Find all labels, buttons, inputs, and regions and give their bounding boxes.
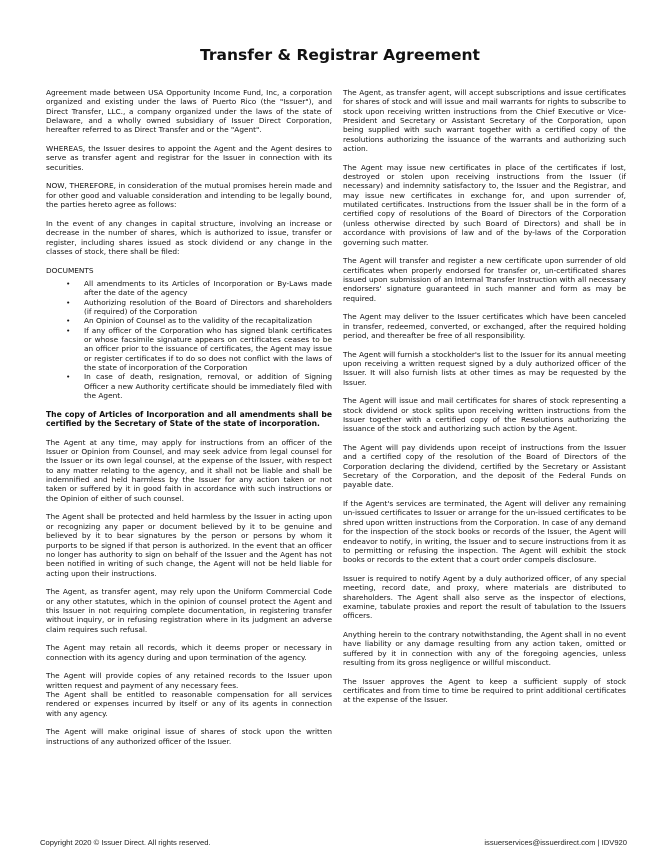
now-therefore-paragraph: NOW, THEREFORE, in consideration of the mutual promises herein made and for other good and valuable consideration and intending to be legally bound, the parties hereto agree as follows:	[46, 181, 332, 210]
paragraph: Anything herein to the contrary notwithstanding, the Agent shall in no event have liability or any damage resulting from any action taken, omitted or suffered by it in connection with any of the foregoing agencies, unless resulting from its gross negligence or willful misconduct.	[343, 629, 626, 667]
right-column	[343, 88, 626, 714]
capital-structure-paragraph: In the event of any changes in capital structure, involving an increase or decrease in the number of shares, which is authorized to issue, transfer or register, including shares issued as stock dividend or any change in the classes of stock, there shall be filed:	[46, 218, 332, 256]
paragraph: The Agent will make original issue of shares of stock upon the written instructions of any authorized officer of the Issuer.	[46, 727, 332, 746]
documents-heading: DOCUMENTS	[46, 265, 94, 275]
paragraph: The Agent shall be entitled to reasonable compensation for all services rendered or expenses incurred by itself or any of its agents in connection with any agency.	[46, 690, 332, 718]
paragraph: The Agent will issue and mail certificates for shares of stock representing a stock dividend or stock splits upon receiving written instructions from the Issuer together with a certified copy of the Resolutions authorizing the issuance of the stock and authorizing such action by the Agent.	[343, 396, 626, 434]
paragraph: The Agent will furnish a stockholder's list to the Issuer for its annual meeting upon receiving a written request signed by a duly authorized officer of the Issuer. It will also furnish lists at other times as may be requested by the Issuer.	[343, 349, 626, 387]
paragraph: The Agent at any time, may apply for instructions from an officer of the Issuer or Opinion from Counsel, and may seek advice from legal counsel for the Issuer or its own legal counsel, at the expense of the Issuer, with respect to any matter relating to the agency, and it shall not be liable and shall be indemnified and held harmless by the Issuer for any action taken or not taken or suffered by it in good faith in accordance with such instructions or the Opinion of either of such counsel.	[46, 437, 332, 503]
paragraph: Issuer is required to notify Agent by a duly authorized officer, of any special meeting, record date, and proxy, where materials are distributed to shareholders. The Agent shall also serve as the inspector of elections, examine, tabulate proxies and report the result of tabulation to the Issuers officers.	[343, 573, 626, 621]
paragraph: The Agent will pay dividends upon receipt of instructions from the Issuer and a certified copy of the resolution of the Board of Directors of the Corporation declaring the dividend, certified by the Secretary or Assistant Secretary of the Corporation, and the deposit of the Federal Funds on payable date.	[343, 443, 626, 490]
paragraph: The Agent, as transfer agent, may rely upon the Uniform Commercial Code or any other statutes, which in the opinion of counsel protect the Agent and this Issuer in not requiring complete documentation, in registering transfer without inquiry, or in refusing registration where in its judgment an adverse claim requires such refusal.	[46, 587, 332, 634]
documents-list-item: • Authorizing resolution of the Board of Directors and shareholders (if required) of the Corporation	[84, 298, 332, 317]
documents-list-item: • If any officer of the Corporation who has signed blank certificates or whose facsimile signature appears on certificates ceases to be an officer prior to the issuance of certificates, the Agent may issue or register certificates if to do so does not conflict with the laws of the state of incorporation of the Corporation	[84, 326, 332, 373]
document-title: Transfer & Registrar Agreement	[200, 46, 480, 64]
documents-list	[46, 279, 332, 400]
documents-list-item: • An Opinion of Counsel as to the validity of the recapitalization	[84, 316, 332, 325]
paragraph: The Agent may retain all records, which it deems proper or necessary in connection with its agency during and upon termination of the agency.	[46, 643, 332, 662]
documents-list-item: • In case of death, resignation, removal, or addition of Signing Officer a new Authority certificate should be immediately filed with the Agent.	[84, 372, 332, 400]
paragraph: If the Agent's services are terminated, the Agent will deliver any remaining un-issued certificates to Issuer or arrange for the un-issued certificates to be shred upon written instructions from the Corporation. In case of any demand for the inspection of the stock books or records of the Issuer, the Agent will endeavor to notify, in writing, the Issuer and to secure instructions from it as to permitting or refusing the inspection. The Agent will exhibit the stock books or records to the extent that a court order compels disclosure.	[343, 499, 626, 565]
whereas-paragraph: WHEREAS, the Issuer desires to appoint the Agent and the Agent desires to serve as transfer agent and registrar for the Issuer in connection with its securities.	[46, 144, 332, 172]
paragraph: The Agent will transfer and register a new certificate upon surrender of old certificates when properly endorsed for transfer or, un-certificated shares issued upon submission of an Internal Transfer Instruction with all necessary endorsers' signature guaranteed in such manner and form as may be required.	[343, 256, 626, 303]
paragraph: The Agent may issue new certificates in place of the certificates if lost, destroyed or stolen upon receiving instructions from the Issuer (if necessary) and indemnity satisfactory to, the Issuer and the Registrar, and may issue new certificates in exchange for, and upon surrender of, mutilated certificates. Instructions from the Issuer shall be in the form of a certified copy of resolutions of the Board of Directors of the Corporation (unless otherwise directed by such Board of Directors) and shall be in accordance with provisions of law and of the by-laws of the Corporation governing such matter.	[343, 162, 626, 247]
paragraph: The Agent shall be protected and held harmless by the Issuer in acting upon or recognizing any paper or document believed by it to be genuine and believed by it to bear signatures by the person or persons by whom it purports to be signed if that person is authorized. In the event that an officer no longer has authority to sign on behalf of the Issuer and the Agent has not been notified in writing of such change, the Agent will not be held liable for acting upon their instructions.	[46, 512, 332, 578]
footer-contact: issuerservices@issuerdirect.com | IDV920	[484, 838, 627, 847]
certification-note: The copy of Articles of Incorporation and all amendments shall be certified by the Secretary of State of the state of incorporation.	[46, 409, 332, 429]
paragraph: The Agent may deliver to the Issuer certificates which have been canceled in transfer, redeemed, converted, or exchanged, after the required holding period, and thereafter be free of all responsibility.	[343, 312, 626, 340]
paragraph: The Issuer approves the Agent to keep a sufficient supply of stock certificates and from time to time be required to print additional certificates at the expense of the Issuer.	[343, 676, 626, 705]
preamble-paragraph: Agreement made between USA Opportunity Income Fund, Inc, a corporation organized and existing under the laws of Puerto Rico (the "Issuer"), and Direct Transfer, LLC., a company organized under the laws of the state of Delaware, and a wholly owned subsidiary of Issuer Direct Corporation, hereafter referred to as Direct Transfer and or the "Agent".	[46, 88, 332, 135]
left-column	[46, 88, 332, 755]
documents-list-item: • All amendments to its Articles of Incorporation or By-Laws made after the date of the agency	[84, 279, 332, 298]
footer-copyright: Copyright 2020 © Issuer Direct. All rights reserved.	[40, 838, 211, 847]
paragraph: The Agent, as transfer agent, will accept subscriptions and issue certificates for shares of stock and will issue and mail warrants for rights to subscribe to stock upon receiving written instructions from the Chief Executive or Vice-President and Secretary or Assistant Secretary of the Corporation, upon being supplied with such warrant together with a certified copy of the resolutions authorizing the issuance of the warrants and authorizing such action.	[343, 88, 626, 154]
paragraph: The Agent will provide copies of any retained records to the Issuer upon written request and payment of any necessary fees.	[46, 671, 332, 690]
